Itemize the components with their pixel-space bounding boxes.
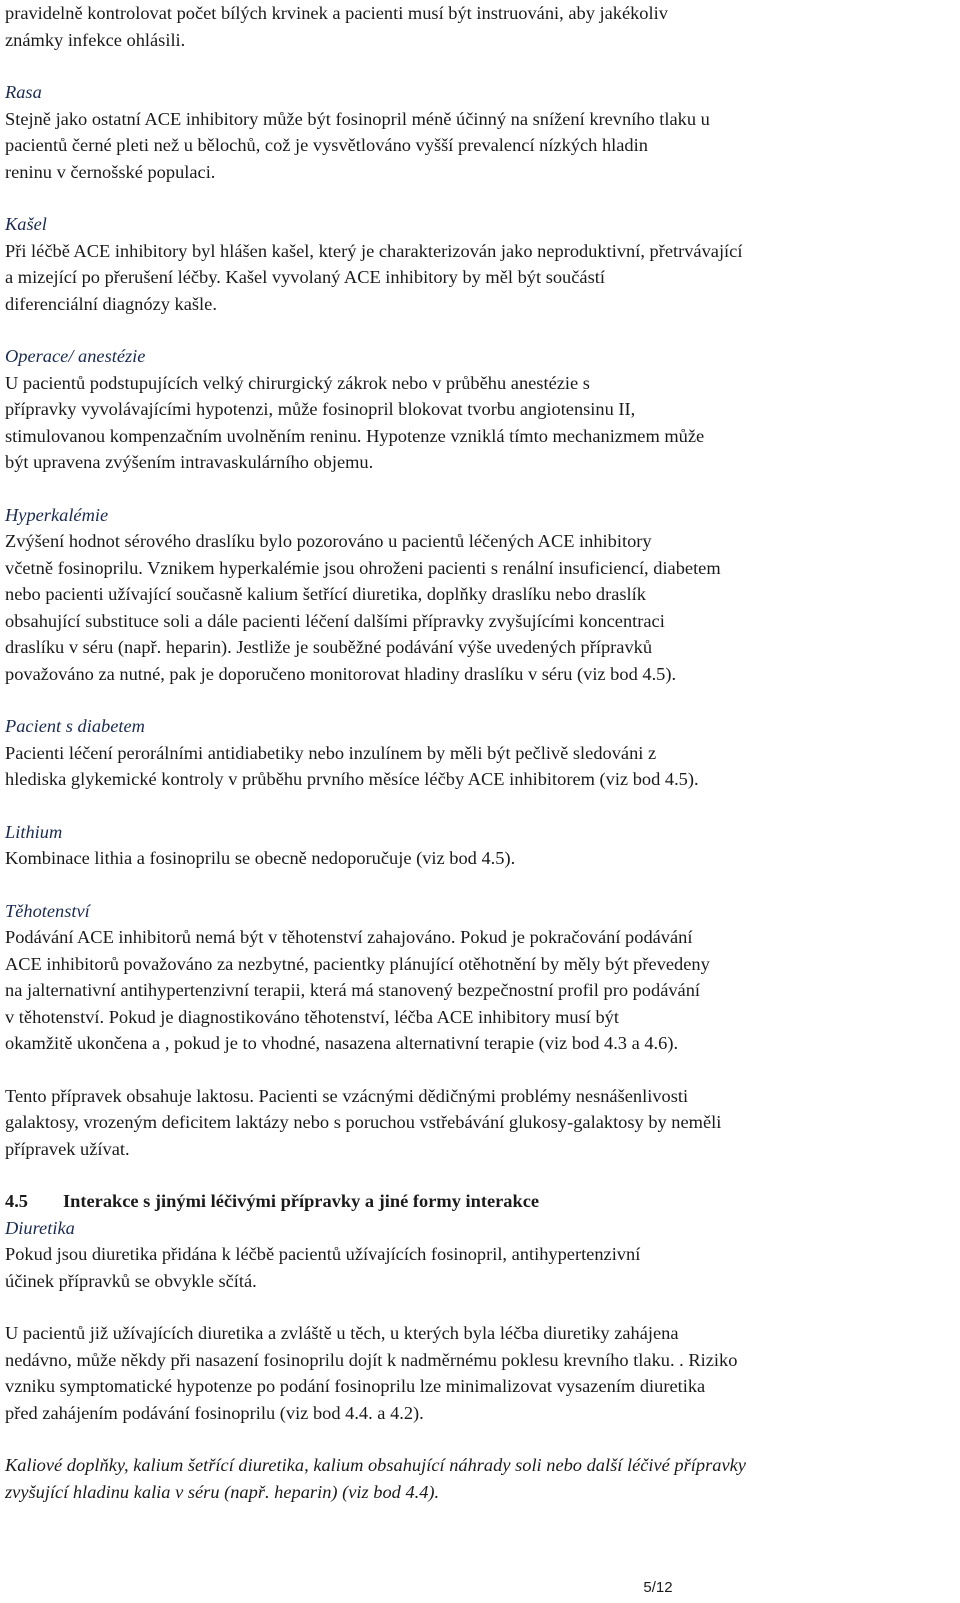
text-line: U pacientů podstupujících velký chirurgický zákrok nebo v průběhu anestézie s xyxy=(5,372,590,393)
text-line: Kaliové doplňky, kalium šetřící diuretika, kalium obsahující náhrady soli nebo další léčivé přípravky xyxy=(5,1455,746,1475)
text-line: Kombinace lithia a fosinoprilu se obecně nedoporučuje (viz bod 4.5). xyxy=(5,848,516,868)
text-line: účinek přípravků se obvykle sčítá. xyxy=(5,1270,257,1291)
text-line: pacientů černé pleti než u bělochů, což je vysvětlováno vyšší prevalencí nízkých hladin xyxy=(5,135,648,155)
section-number: 4.5 xyxy=(5,1191,28,1211)
text-line: draslíku v séru (např. heparin). Jestliže je souběžné podávání výše uvedených přípravků xyxy=(5,637,653,657)
text-line: Zvýšení hodnot sérového draslíku bylo pozorováno u pacientů léčených ACE inhibitory xyxy=(5,531,652,551)
text-line: ACE inhibitorů považováno za nezbytné, pacientky plánující otěhotnění by měly být převedeny xyxy=(5,953,710,974)
section-kalium xyxy=(5,1452,950,1505)
text-line: přípravek užívat. xyxy=(5,1138,130,1159)
text-line: Pacienti léčení perorálními antidiabetiky nebo inzulínem by měli být pečlivě sledováni z xyxy=(5,742,657,763)
section-diuretika xyxy=(5,1215,950,1295)
subheading-rasa: Rasa xyxy=(5,82,42,102)
text-line: přípravky vyvolávajícími hypotenzi, může fosinopril blokovat tvorbu angiotensinu II, xyxy=(5,399,636,419)
text-line: obsahující substituce soli a dále pacienti léčení dalšími přípravky zvyšujícími koncentraci xyxy=(5,610,665,631)
subheading-kasel: Kašel xyxy=(5,214,47,234)
text-line: U pacientů již užívajících diuretika a zvláště u těch, u kterých byla léčba diuretiky zahájena xyxy=(5,1323,679,1343)
page-footer xyxy=(0,1579,960,1596)
text-line: galaktosy, vrozeným deficitem laktázy nebo s poruchou vstřebávání glukosy-galaktosy by neměli xyxy=(5,1112,722,1132)
subheading-operace: Operace/ anestézie xyxy=(5,346,146,366)
section-lithium xyxy=(5,819,950,872)
text-line: okamžitě ukončena a , pokud je to vhodné, nasazena alternativní terapie (viz bod 4.3 a 4.6). xyxy=(5,1033,679,1053)
subheading-tehotenstvi: Těhotenství xyxy=(5,900,90,921)
text-line: Tento přípravek obsahuje laktosu. Pacienti se vzácnými dědičnými problémy nesnášenlivosti xyxy=(5,1085,689,1106)
text-line: nedávno, může někdy při nasazení fosinoprilu dojít k nadměrnému poklesu krevního tlaku. . Riziko xyxy=(5,1349,738,1370)
text-line: hlediska glykemické kontroly v průběhu prvního měsíce léčby ACE inhibitorem (viz bod 4.5). xyxy=(5,769,699,789)
section-laktosa xyxy=(5,1083,950,1163)
text-line: na jalternativní antihypertenzivní terapii, která má stanovený bezpečnostní profil pro podávání xyxy=(5,980,701,1000)
section-heading-4-5 xyxy=(5,1188,950,1215)
text-line: Podávání ACE inhibitorů nemá být v těhotenství zahajováno. Pokud je pokračování podávání xyxy=(5,927,693,947)
text-line: v těhotenství. Pokud je diagnostikováno těhotenství, léčba ACE inhibitory musí být xyxy=(5,1006,619,1027)
section-kasel xyxy=(5,211,950,317)
page-number: 5/12 xyxy=(643,1579,673,1596)
section-tehotenstvi xyxy=(5,898,950,1057)
text-line: zvyšující hladinu kalia v séru (např. heparin) (viz bod 4.4). xyxy=(5,1481,440,1502)
text-line: nebo pacienti užívající současně kalium šetřící diuretika, doplňky draslíku nebo draslík xyxy=(5,584,646,604)
text-line: pravidelně kontrolovat počet bílých krvinek a pacienti musí být instruováni, aby jakékoliv xyxy=(5,3,668,23)
subheading-lithium: Lithium xyxy=(5,821,63,842)
text-line: považováno za nutné, pak je doporučeno monitorovat hladiny draslíku v séru (viz bod 4.5). xyxy=(5,663,677,684)
text-line: včetně fosinoprilu. Vznikem hyperkalémie jsou ohroženi pacienti s renální insuficiencí, diabetem xyxy=(5,557,721,578)
subheading-diuretika: Diuretika xyxy=(5,1217,75,1238)
text-line: před zahájením podávání fosinoprilu (viz bod 4.4. a 4.2). xyxy=(5,1402,424,1423)
text-line: Stejně jako ostatní ACE inhibitory může být fosinopril méně účinný na snížení krevního tlaku u xyxy=(5,108,710,129)
intro-paragraph xyxy=(5,0,950,53)
section-rasa xyxy=(5,79,950,185)
text-line: reninu v černošské populaci. xyxy=(5,161,216,182)
text-line: diferenciální diagnózy kašle. xyxy=(5,293,217,314)
section-title-text: Interakce s jinými léčivými přípravky a jiné formy interakce xyxy=(63,1191,540,1211)
text-line: známky infekce ohlásili. xyxy=(5,29,186,50)
text-line: vzniku symptomatické hypotenze po podání fosinoprilu lze minimalizovat vysazením diuretika xyxy=(5,1376,706,1396)
section-diuretika-2 xyxy=(5,1320,950,1426)
subheading-hyperkalemie: Hyperkalémie xyxy=(5,504,109,525)
text-line: Pokud jsou diuretika přidána k léčbě pacientů užívajících fosinopril, antihypertenzivní xyxy=(5,1244,641,1264)
section-operace xyxy=(5,343,950,476)
text-line: stimulovanou kompenzačním uvolněním reninu. Hypotenze vzniklá tímto mechanizmem může xyxy=(5,425,705,446)
document-page xyxy=(5,0,950,1505)
section-diabetes xyxy=(5,713,950,793)
text-line: být upravena zvýšením intravaskulárního objemu. xyxy=(5,452,374,472)
text-line: Při léčbě ACE inhibitory byl hlášen kašel, který je charakterizován jako neproduktivní, přetrvávající xyxy=(5,240,743,261)
text-line: a mizející po přerušení léčby. Kašel vyvolaný ACE inhibitory by měl být součástí xyxy=(5,267,605,287)
section-hyperkalemie xyxy=(5,502,950,688)
subheading-diabetes: Pacient s diabetem xyxy=(5,716,145,736)
